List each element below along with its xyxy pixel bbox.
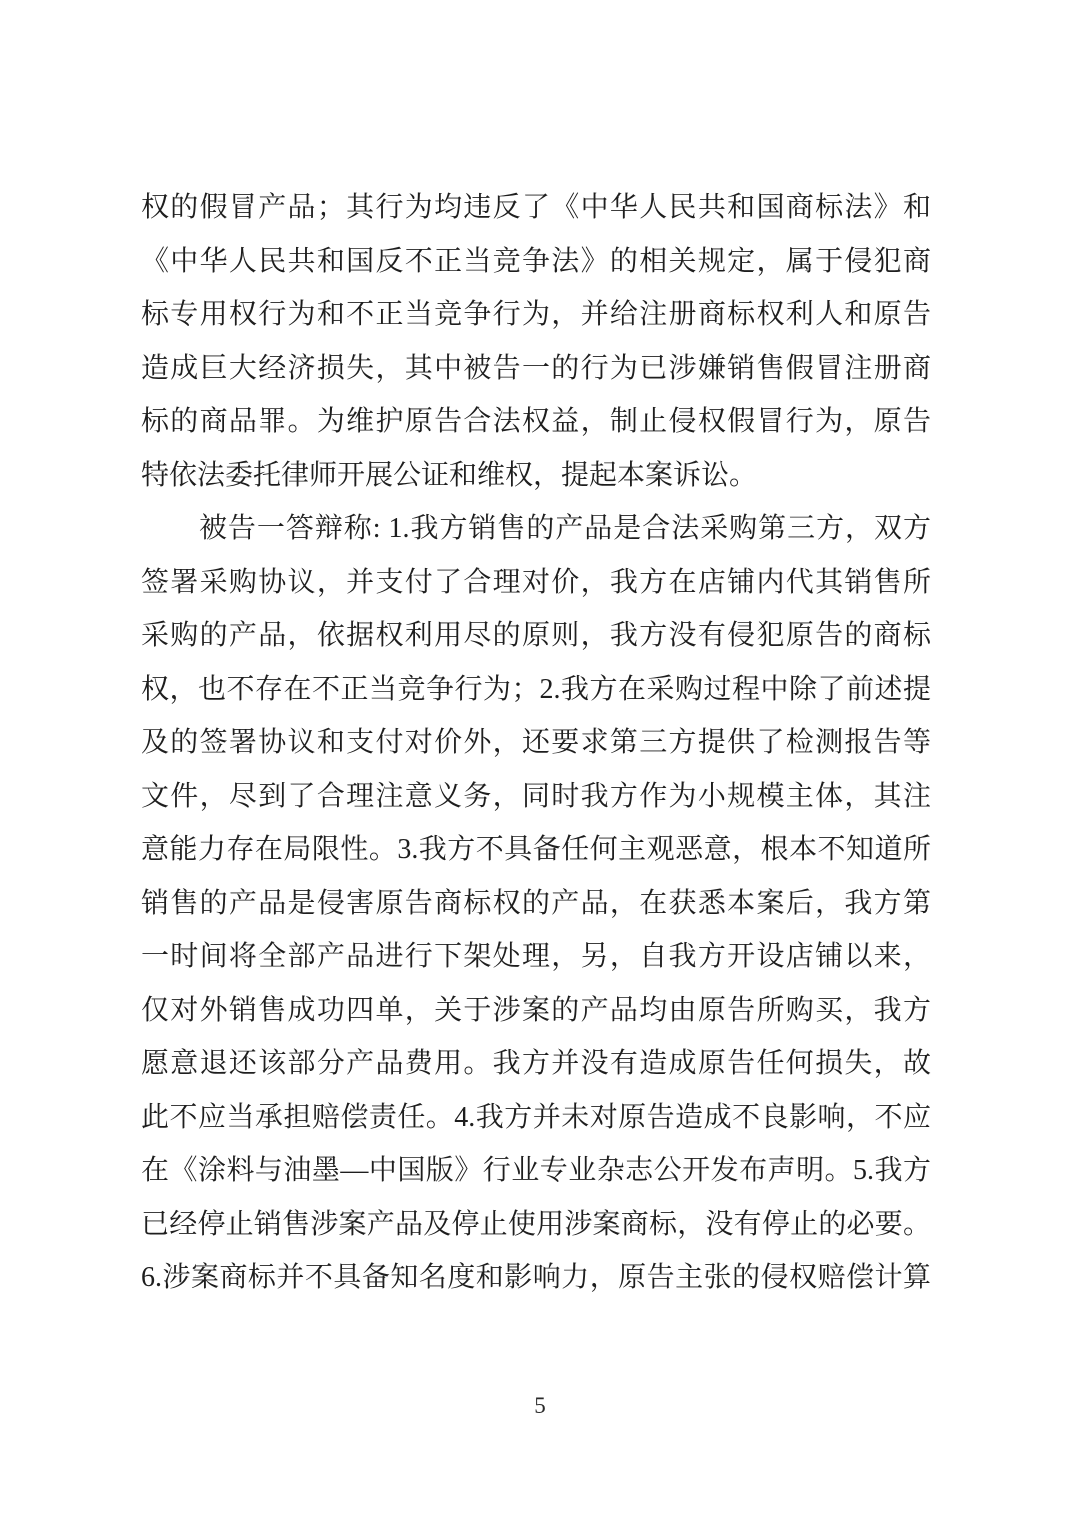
text-line: 销售的产品是侵害原告商标权的产品，在获悉本案后，我方第 xyxy=(141,887,931,919)
text-line: 意能力存在局限性。3.我方不具备任何主观恶意，根本不知道所 xyxy=(141,834,931,865)
text-line: 愿意退还该部分产品费用。我方并没有造成原告任何损失，故 xyxy=(141,1048,931,1079)
text-line: 6.涉案商标并不具备知名度和影响力，原告主张的侵权赔偿计算 xyxy=(141,1262,931,1293)
paragraph xyxy=(141,181,931,502)
text-line: 仅对外销售成功四单，关于涉案的产品均由原告所购买，我方 xyxy=(141,994,931,1026)
text-line: 权，也不存在不正当竞争行为；2.我方在采购过程中除了前述提 xyxy=(141,673,931,705)
text-line: 造成巨大经济损失，其中被告一的行为已涉嫌销售假冒注册商 xyxy=(141,352,931,384)
text-line: 标专用权行为和不正当竞争行为，并给注册商标权利人和原告 xyxy=(141,299,931,330)
text-line: 此不应当承担赔偿责任。4.我方并未对原告造成不良影响，不应 xyxy=(141,1101,931,1133)
text-line: 签署采购协议，并支付了合理对价，我方在店铺内代其销售所 xyxy=(141,566,931,598)
text-line: 被告一答辩称: 1.我方销售的产品是合法采购第三方，双方 xyxy=(141,513,931,544)
text-line: 及的签署协议和支付对价外，还要求第三方提供了检测报告等 xyxy=(141,727,931,758)
text-line: 在《涂料与油墨—中国版》行业专业杂志公开发布声明。5.我方 xyxy=(141,1155,931,1186)
paragraph xyxy=(141,502,931,1305)
text-line: 标的商品罪。为维护原告合法权益，制止侵权假冒行为，原告 xyxy=(141,406,931,437)
page-number: 5 xyxy=(534,1393,546,1418)
text-line: 已经停止销售涉案产品及停止使用涉案商标，没有停止的必要。 xyxy=(141,1208,931,1240)
text-line: 权的假冒产品；其行为均违反了《中华人民共和国商标法》和 xyxy=(141,192,931,223)
text-line: 特依法委托律师开展公证和维权，提起本案诉讼。 xyxy=(141,459,758,491)
text-line: 文件，尽到了合理注意义务，同时我方作为小规模主体，其注 xyxy=(141,780,931,812)
text-line: 一时间将全部产品进行下架处理，另，自我方开设店铺以来， xyxy=(141,941,931,972)
text-line: 《中华人民共和国反不正当竞争法》的相关规定，属于侵犯商 xyxy=(141,245,931,277)
text-line: 采购的产品，依据权利用尽的原则，我方没有侵犯原告的商标 xyxy=(141,620,931,651)
text-block xyxy=(141,181,931,1305)
